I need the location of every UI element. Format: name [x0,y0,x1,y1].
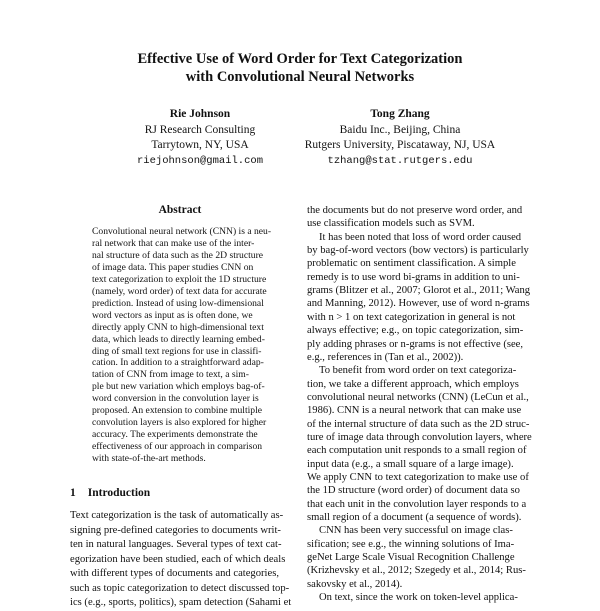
section-title: Introduction [87,487,151,499]
author-name: Rie Johnson [169,108,231,120]
text-line: input data (e.g., a small square of a large image). [307,458,514,470]
text-line: effectiveness of our approach in comparison [92,441,263,453]
text-line: by bag-of-word vectors (bow vectors) is particularly [307,245,529,257]
text-line: the documents but do not preserve word order, and [307,205,523,216]
text-line: ply adding phrases or n-grams is not effective (see, [307,338,524,350]
text-line: ture of image data through convolution layers, where [307,431,532,443]
text-line: directly apply CNN to high-dimensional text [92,321,264,333]
author-name: Tong Zhang [370,108,430,120]
text-line: each computation unit responds to a small region of [307,445,527,457]
text-line: problematic on sentiment classification. A simple [307,258,516,270]
text-line: sification; see e.g., the winning solutions of Ima- [307,538,515,550]
text-line: ple but new variation which employs bag-of- [92,381,265,393]
text-line: proposed. An extension to combine multiple [92,405,262,417]
text-line: CNN has been very successful on image clas- [319,525,513,537]
text-line: Convolutional neural network (CNN) is a neu- [92,226,272,237]
text-line: (namely, word order) of text data for accurate [92,285,267,297]
text-line: tation of CNN from image to text, a sim- [92,369,249,381]
text-line: prediction. Instead of using low-dimensional [92,297,264,309]
text-line: accuracy. The experiments demonstrate the [92,429,258,441]
abstract-heading: Abstract [158,204,202,216]
section-number: 1 [70,487,76,499]
text-line: grams (Blitzer et al., 2007; Glorot et al., 2011; Wang [307,285,531,297]
author-email: riejohnson@gmail.com [136,154,264,167]
text-line: It has been noted that loss of word order caused [319,231,522,243]
paper-title-line-2: with Convolutional Neural Networks [185,69,415,85]
text-line: ics (e.g., sports, politics), spam detection (Sahami et [70,597,292,609]
text-line: signing pre-defined categories to documents writ- [70,524,281,536]
text-line: tion, we take a different approach, which employs [307,378,519,390]
paper-title-line-1: Effective Use of Word Order for Text Categorization [137,51,463,67]
text-line: such as topic categorization to detect discussed top- [70,582,290,594]
section-heading-introduction [70,487,150,499]
text-line: e.g., references in (Tan et al., 2002)). [307,351,464,363]
text-line: word conversion in the convolution layer is [92,393,259,405]
text-line: convolutional neural networks (CNN) (LeCun et al., [307,391,529,403]
text-line: nal structure of data such as the 2D structure [92,249,264,261]
author-location: Tarrytown, NY, USA [151,139,249,151]
text-line: of the internal structure of data such as the 2D struc- [307,418,530,430]
text-line: egorization have been studied, each of which deals [70,553,286,565]
text-line: use classification models such as SVM. [307,218,475,230]
text-line: convolution layers is also explored for higher [92,417,267,429]
text-line: and Manning, 2012). However, use of word n-grams [307,298,530,310]
text-line: geNet Large Scale Visual Recognition Challenge [307,552,515,564]
text-line: word vectors as input as is often done, we [92,309,253,321]
text-line: with state-of-the-art methods. [92,453,206,465]
text-line: that each unit in the convolution layer responds to a [307,498,527,510]
text-line: Text categorization is the task of automatically as- [70,510,284,521]
text-line: (Krizhevsky et al., 2012; Szegedy et al., 2014; Rus- [307,565,526,577]
text-line: always effective; e.g., on topic categorization, sim- [307,325,524,337]
text-line: ral network that can make use of the inter- [92,237,255,249]
text-line: with n > 1 on text categorization in general is not [307,311,516,323]
author-email: tzhang@stat.rutgers.edu [327,154,473,167]
text-line: of image data. This paper studies CNN on [92,261,254,273]
text-line: with different types of documents and categories, [70,568,279,580]
author-location: Rutgers University, Piscataway, NJ, USA [304,139,496,151]
author-affiliation: Baidu Inc., Beijing, China [339,123,461,136]
text-line: cation. In addition to a straightforward adap- [92,357,264,369]
text-line: 1986). CNN is a neural network that can make use [307,405,522,417]
author-block-2 [290,107,510,169]
text-line: To benefit from word order on text categoriza- [319,365,517,377]
text-line: data, which leads to directly learning embed- [92,333,265,345]
author-block-1 [100,107,300,169]
text-line: the 1D structure (word order) of document data so [307,485,520,497]
text-line: We apply CNN to text categorization to make use of [307,472,529,483]
text-line: text categorization to exploit the 1D structure [92,273,267,285]
text-line: ding of small text regions for use in classifi- [92,345,262,357]
text-line: sakovsky et al., 2014). [307,578,403,590]
author-affiliation: RJ Research Consulting [144,123,256,136]
text-line: ten in natural languages. Several types of text cat- [70,539,282,551]
text-line: On text, since the work on token-level applica- [319,592,518,604]
text-line: remedy is to use word bi-grams in addition to uni- [307,271,520,283]
text-line: small region of a document (a sequence of words). [307,512,522,524]
